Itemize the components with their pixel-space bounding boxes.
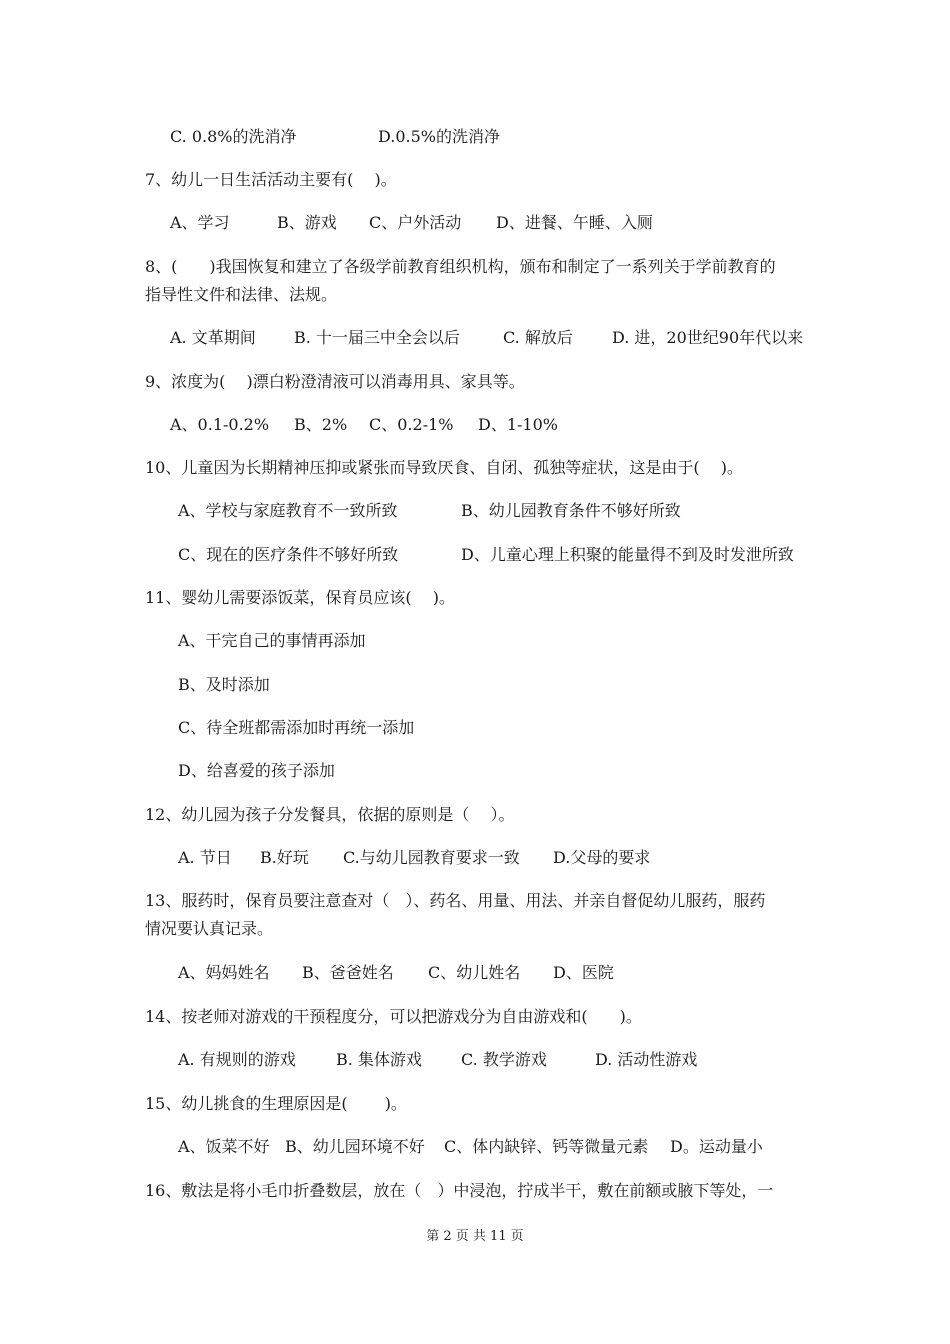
option-b: B、2% — [294, 415, 348, 434]
question-13-continued: 情况要认真记录。 — [145, 919, 274, 938]
option-b: B、游戏 — [277, 213, 337, 232]
option-d: D.父母的要求 — [553, 848, 651, 867]
option-c: C、0.2-1% — [369, 415, 454, 434]
option-a: A、妈妈姓名 — [178, 963, 270, 982]
question-15: 15、幼儿挑食的生理原因是( )。 — [145, 1094, 407, 1113]
question-13: 13、服药时，保育员要注意查对（ ）、药名、用量、用法、并亲自督促幼儿服药，服药 — [145, 891, 766, 910]
option-b: B.好玩 — [260, 848, 309, 867]
question-8: 8、( )我国恢复和建立了各级学前教育组织机构，颁布和制定了一系列关于学前教育的 — [145, 257, 776, 276]
option-a: A. 文革期间 — [170, 328, 256, 347]
question-11: 11、婴幼儿需要添饭菜，保育员应该( )。 — [145, 588, 455, 607]
option-b: B、爸爸姓名 — [302, 963, 394, 982]
option-c: C. 0.8%的洗消净 — [170, 127, 297, 146]
question-14: 14、按老师对游戏的干预程度分，可以把游戏分为自由游戏和( )。 — [145, 1007, 642, 1026]
question-16: 16、敷法是将小毛巾折叠数层，放在（ ）中浸泡，拧成半干，敷在前额或腋下等处，一 — [145, 1181, 774, 1200]
q11-option-d: D、给喜爱的孩子添加 — [178, 761, 335, 780]
option-b: B. 十一届三中全会以后 — [294, 328, 460, 347]
option-c: C、幼儿姓名 — [428, 963, 521, 982]
option-a: A、学校与家庭教育不一致所致 — [178, 501, 398, 520]
option-c: C、体内缺锌、钙等微量元素 — [444, 1137, 649, 1156]
option-b: B. 集体游戏 — [336, 1050, 422, 1069]
question-12: 12、幼儿园为孩子分发餐具，依据的原则是（ ）。 — [145, 805, 515, 824]
option-d: D、医院 — [553, 963, 614, 982]
q11-option-a: A、干完自己的事情再添加 — [178, 631, 366, 650]
page-footer: 第 2 页 共 11 页 — [426, 1229, 524, 1244]
question-10: 10、儿童因为长期精神压抑或紧张而导致厌食、自闭、孤独等症状，这是由于( )。 — [145, 458, 743, 477]
option-b: B、幼儿园教育条件不够好所致 — [461, 501, 681, 520]
option-d: D、进餐、午睡、入厕 — [496, 213, 653, 232]
option-b: B、幼儿园环境不好 — [285, 1137, 425, 1156]
option-d: D.0.5%的洗消净 — [378, 127, 500, 146]
q11-option-b: B、及时添加 — [178, 675, 270, 694]
option-d: D. 活动性游戏 — [595, 1050, 698, 1069]
q11-option-c: C、待全班都需添加时再统一添加 — [178, 718, 415, 737]
option-a: A. 节日 — [178, 848, 232, 867]
option-c: C. 解放后 — [503, 328, 573, 347]
option-c: C. 教学游戏 — [461, 1050, 547, 1069]
option-d: D、1-10% — [478, 415, 558, 434]
option-c: C.与幼儿园教育要求一致 — [343, 848, 520, 867]
option-a: A. 有规则的游戏 — [178, 1050, 296, 1069]
option-c: C、现在的医疗条件不够好所致 — [178, 545, 399, 564]
option-d: D. 进，20世纪90年代以来 — [612, 328, 804, 347]
question-9: 9、浓度为( )漂白粉澄清液可以消毒用具、家具等。 — [145, 372, 525, 391]
option-a: A、0.1-0.2% — [170, 415, 270, 434]
option-a: A、学习 — [170, 213, 230, 232]
question-7: 7、幼儿一日生活活动主要有( )。 — [145, 170, 397, 189]
option-d: D、儿童心理上积聚的能量得不到及时发泄所致 — [461, 545, 794, 564]
option-c: C、户外活动 — [369, 213, 462, 232]
option-d: D。运动量小 — [670, 1137, 763, 1156]
question-8-continued: 指导性文件和法律、法规。 — [145, 285, 338, 304]
option-a: A、饭菜不好 — [178, 1137, 270, 1156]
